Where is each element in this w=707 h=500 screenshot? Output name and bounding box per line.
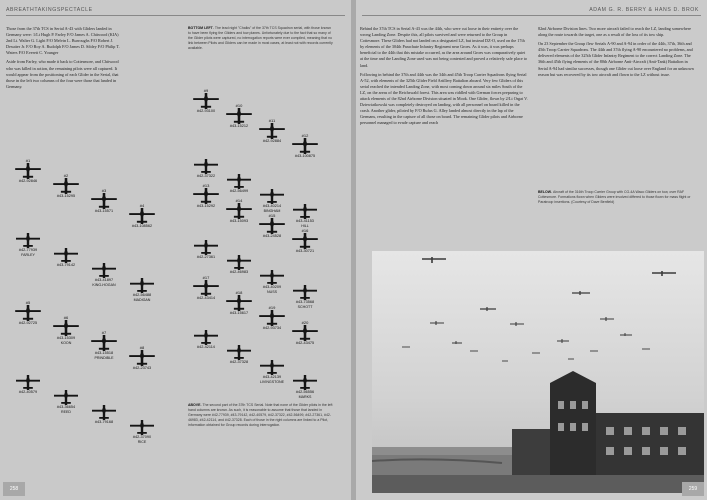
right-body-text-col2	[538, 26, 698, 81]
aircraft-serial: #43-15518	[94, 351, 114, 355]
caption-text: - The second part of the 37th TCS Serial. Note that none of the Glider pilots in the left hand columns are known. As such, it is reasonable to assume that those that landed in Germany were #42-77939, #43-79142, #42-40579, #42-37322, #42-56499, #42-27361, #42-46983, #42-42114, and #42-37328. Each of those in the right columns are linked to a Pilot, information obtained for Group records during interrogation.	[188, 403, 333, 427]
pilot-name: MADIGAN	[133, 297, 151, 302]
aircraft-silhouette-icon	[287, 325, 323, 341]
aircraft-silhouette-icon	[124, 278, 160, 293]
glider-aircraft-tow-formation_b-2	[86, 405, 122, 425]
body-paragraph: 82nd Airborne Division lines. Two more aircraft failed to reach the LZ, landing somewhere along the route towards the target, one as a result of the loss of its tow ship.	[538, 26, 692, 38]
aircraft-serial: #43-30721	[295, 249, 315, 253]
aircraft-silhouette-icon	[10, 305, 46, 321]
aircraft-serial: #42-43414	[196, 296, 216, 300]
glider-aircraft-n13	[188, 183, 224, 209]
aircraft-silhouette-icon	[10, 375, 46, 390]
header-rule	[362, 15, 701, 16]
aircraft-serial: #42-92725	[18, 321, 38, 325]
aircraft-silhouette-icon	[48, 178, 84, 194]
glider-aircraft-tow-formation_c-3	[287, 204, 323, 228]
aircraft-chalk-number: #9	[203, 88, 209, 93]
aircraft-silhouette-icon	[221, 108, 257, 124]
aircraft-silhouette-icon	[48, 248, 84, 263]
glider-aircraft-tow-formation_a-2	[86, 263, 122, 287]
aircraft-chalk-number: #17	[202, 275, 210, 280]
caption-label: BOTTOM LEFT	[188, 26, 213, 30]
aircraft-silhouette-icon	[188, 330, 224, 345]
body-paragraph: Aside from Farley, who made it back to Cottesmore, and Chitwood who was killed in action, the remaining pilots were all captured. It would appear from the positioning of each Glider in the Serial, that those in the left two columns of the four were those that landed in Germany.	[6, 59, 119, 89]
aircraft-silhouette-icon	[48, 320, 84, 336]
aircraft-silhouette-icon	[188, 280, 224, 296]
left-page	[0, 0, 351, 500]
pilot-name: BINGHAM	[263, 208, 281, 213]
right-body-text-col1	[360, 26, 528, 130]
aircraft-serial: #43-15309	[56, 336, 76, 340]
archive-photo	[372, 251, 704, 493]
aircraft-silhouette-icon	[254, 360, 290, 375]
aircraft-silhouette-icon	[287, 285, 323, 300]
glider-aircraft-tow-formation_e-1	[221, 345, 257, 365]
glider-aircraft-n11	[254, 118, 290, 144]
aircraft-serial: #43-79142	[56, 263, 76, 267]
glider-aircraft-tow-formation_a-0	[10, 233, 46, 257]
glider-aircraft-tow-formation_a-3	[124, 278, 160, 302]
aircraft-serial: #43-15093	[229, 219, 249, 223]
aircraft-silhouette-icon	[287, 204, 323, 219]
glider-aircraft-n6	[48, 315, 84, 345]
glider-aircraft-n19	[254, 305, 290, 331]
aircraft-serial: #43-79168	[94, 420, 114, 424]
glider-aircraft-n5	[10, 300, 46, 326]
pilot-name: PRINDIBLE	[94, 355, 114, 360]
glider-aircraft-n15	[254, 213, 290, 239]
aircraft-serial: #43-15292	[196, 204, 216, 208]
pilot-name: KOON	[60, 340, 72, 345]
pilot-name: MARKS	[298, 394, 312, 399]
glider-aircraft-tow-formation_d-0	[188, 240, 224, 260]
aircraft-chalk-number: #15	[268, 213, 276, 218]
aircraft-serial: #43-100875	[294, 154, 316, 158]
pilot-name: KING-HOGAN	[92, 282, 116, 287]
aircraft-chalk-number: #12	[301, 133, 309, 138]
photo-illustration	[372, 251, 704, 493]
caption-text: - The lead night "Chalks" of the 37th TCS Squadron serial, with those known to have been flying the Gliders and tow planes. Unfortunately due to the fact that so many of the Glider pilots were captured, no interrogation reports were ever compiled, meaning that no link between Pilots and Gliders can be made in most cases, at least not with records currently available.	[188, 26, 333, 50]
aircraft-silhouette-icon	[188, 159, 224, 174]
glider-aircraft-tow-formation_c-2	[254, 189, 290, 213]
aircraft-serial: #43-73568	[295, 300, 315, 304]
aircraft-silhouette-icon	[254, 270, 290, 285]
pilot-name: SCHOTT	[297, 304, 313, 309]
pilot-name: HILL	[301, 223, 309, 228]
glider-aircraft-tow-formation_b-1	[48, 390, 84, 414]
aircraft-serial: #42-56499	[229, 189, 249, 193]
glider-aircraft-tow-formation_b-3	[124, 420, 160, 444]
aircraft-serial: #42-42114	[197, 345, 215, 349]
pilot-name: REED	[61, 409, 71, 414]
header-rule	[6, 15, 345, 16]
pilot-name: RICE	[137, 439, 147, 444]
aircraft-silhouette-icon	[188, 93, 224, 109]
pilot-name: NUSS	[267, 289, 277, 294]
glider-aircraft-n12	[287, 133, 323, 159]
aircraft-silhouette-icon	[188, 188, 224, 204]
aircraft-silhouette-icon	[124, 350, 160, 366]
aircraft-silhouette-icon	[254, 218, 290, 234]
glider-aircraft-n20	[287, 320, 323, 346]
aircraft-serial: #42-93734	[262, 326, 282, 330]
glider-aircraft-tow-formation_e-0	[188, 330, 224, 350]
left-body-text	[6, 26, 124, 93]
aircraft-silhouette-icon	[10, 163, 46, 179]
aircraft-chalk-number: #5	[25, 300, 31, 305]
aircraft-serial: #42-37090	[132, 435, 152, 439]
glider-aircraft-n3	[86, 188, 122, 214]
aircraft-serial: #42-40579	[18, 390, 38, 394]
aircraft-serial: #43-24528	[262, 234, 282, 238]
aircraft-chalk-number: #8	[139, 345, 145, 350]
aircraft-chalk-number: #13	[202, 183, 210, 188]
glider-aircraft-n16	[287, 228, 323, 254]
aircraft-silhouette-icon	[254, 310, 290, 326]
aircraft-silhouette-icon	[254, 189, 290, 204]
aircraft-serial: #42-27361	[196, 255, 216, 259]
page-number-left: 258	[3, 482, 25, 496]
aircraft-silhouette-icon	[221, 203, 257, 219]
glider-aircraft-tow-formation_e-2	[254, 360, 290, 384]
aircraft-silhouette-icon	[287, 138, 323, 154]
glider-aircraft-n1	[10, 158, 46, 184]
aircraft-chalk-number: #20	[301, 320, 309, 325]
glider-aircraft-n9	[188, 88, 224, 114]
body-paragraph: On 23 September the Group flew Serials A-90 and A-94 in order of the 44th, 37th, 36th and 45th Troop Carrier Squadrons. The 44th and 37th flying A-90 encountered no problems, and delivered elements of the 325th Glider Infantry Regiment to the correct Landing Zone. The 36th and 45th flying elements of the 80th Airborne Anti-Aircraft (Anti-Tank) Battalion in Serial A-94 had similar successes, though one Glider cut loose over England for an unknown reason but was recovered by its tow aircraft and flown to the LZ without issue.	[538, 41, 694, 77]
aircraft-serial: #43-15571	[94, 209, 114, 213]
aircraft-serial: #43-41897	[94, 278, 114, 282]
aircraft-chalk-number: #19	[268, 305, 276, 310]
running-head-right: ADAM G. R. BERRY & HANS D. BROK	[589, 7, 699, 13]
aircraft-silhouette-icon	[254, 123, 290, 139]
aircraft-serial: #43-36654	[56, 405, 76, 409]
aircraft-serial: #43-42139	[262, 375, 282, 379]
aircraft-serial: #42-37322	[196, 174, 216, 178]
aircraft-chalk-number: #14	[235, 198, 243, 203]
aircraft-chalk-number: #3	[101, 188, 107, 193]
running-head-left: ABREATHTAKINGSPECTACLE	[6, 7, 93, 13]
aircraft-serial: #43-41153	[296, 219, 314, 223]
aircraft-chalk-number: #6	[63, 315, 69, 320]
glider-aircraft-n10	[221, 103, 257, 129]
glider-aircraft-n8	[124, 345, 160, 371]
bottom-left-caption	[188, 26, 334, 51]
aircraft-serial: #43-40209	[262, 285, 282, 289]
body-paragraph: Those from the 37th TCS in Serial A-43 with Gliders landed in Germany were: 1/Lt Hugh P. Farley F/O James A. Chitwood (KIA) 2nd Lt. Walter G. Light F/O Melvin L. Burroughs F/O Robert J. Desutter Jr. F/O Roy A. Rudolph F/O James D. Sibley F/O Philip T. Waters F/O Everett C. Younger	[6, 26, 120, 56]
aircraft-serial: #42-77939	[18, 248, 38, 252]
glider-aircraft-n7	[86, 330, 122, 360]
aircraft-serial: #43-15295	[56, 194, 76, 198]
aircraft-silhouette-icon	[86, 335, 122, 351]
aircraft-serial: #42-23743	[132, 366, 152, 370]
aircraft-serial: #42-92884	[262, 139, 282, 143]
aircraft-silhouette-icon	[10, 233, 46, 248]
aircraft-serial: #43-15212	[229, 124, 249, 128]
glider-aircraft-tow-formation_c-1	[221, 174, 257, 194]
aircraft-serial: #42-93100	[196, 109, 216, 113]
glider-aircraft-n14	[221, 198, 257, 224]
glider-aircraft-tow-formation_a-1	[48, 248, 84, 268]
glider-aircraft-n17	[188, 275, 224, 301]
glider-aircraft-tow-formation_c-0	[188, 159, 224, 179]
aircraft-chalk-number: #11	[268, 118, 276, 123]
aircraft-serial: #42-92846	[18, 179, 38, 183]
aircraft-serial: #43-108562	[131, 224, 153, 228]
aircraft-serial: #42-46983	[229, 270, 249, 274]
aircraft-silhouette-icon	[48, 390, 84, 405]
aircraft-silhouette-icon	[86, 193, 122, 209]
aircraft-chalk-number: #1	[25, 158, 31, 163]
page-number-right: 259	[682, 482, 704, 496]
glider-aircraft-n4	[124, 203, 160, 229]
caption-label: ABOVE	[188, 403, 201, 407]
aircraft-chalk-number: #7	[101, 330, 107, 335]
glider-aircraft-tow-formation_d-3	[287, 285, 323, 309]
body-paragraph: Following in behind the 37th and 44th was the 34th and 45th Troop Carrier Squadrons flying Serial A-52, with elements of the 325th Glider Field Artillery Battalion aboard. Very few Gliders of this serial reached the intended Landing Zone, with most coming down around six miles South of the LZ, on the areas of the Reichswald forest. This area was riddled with German forces preparing to attack elements of the 82nd Airborne Division situated in Mook. One Glider, flown by 2/Lt Orgat V. Dziewiatkowski was completely destroyed on landing, with all personnel on board killed in the crash. Another glider, piloted by F/O Rufus G. Alley landed almost directly in the lap of the Germans, resulting in the capture of all those on board. The remaining Glider pilots and Airborne personnel managed to evade capture and reach	[360, 71, 528, 126]
aircraft-silhouette-icon	[221, 174, 257, 189]
above-caption	[188, 403, 334, 428]
glider-aircraft-n18	[221, 290, 257, 316]
aircraft-serial: #42-56556	[295, 390, 315, 394]
aircraft-chalk-number: #10	[235, 103, 243, 108]
caption-label: BELOW	[538, 190, 552, 194]
aircraft-silhouette-icon	[124, 420, 160, 435]
glider-aircraft-tow-formation_e-3	[287, 375, 323, 399]
aircraft-silhouette-icon	[124, 208, 160, 224]
glider-aircraft-tow-formation_b-0	[10, 375, 46, 395]
glider-aircraft-n2	[48, 173, 84, 199]
aircraft-silhouette-icon	[86, 263, 122, 278]
aircraft-serial: #43-15617	[229, 311, 249, 315]
aircraft-serial: #42-56488	[132, 293, 152, 297]
aircraft-serial: #43-40214	[262, 204, 282, 208]
aircraft-silhouette-icon	[221, 255, 257, 270]
glider-aircraft-tow-formation_d-2	[254, 270, 290, 294]
aircraft-serial: #42-37328	[229, 360, 249, 364]
aircraft-chalk-number: #16	[301, 228, 309, 233]
aircraft-chalk-number: #18	[235, 290, 243, 295]
aircraft-silhouette-icon	[221, 295, 257, 311]
photo-caption	[538, 190, 698, 205]
aircraft-silhouette-icon	[287, 375, 323, 390]
aircraft-silhouette-icon	[188, 240, 224, 255]
aircraft-silhouette-icon	[221, 345, 257, 360]
pilot-name: LIVINGSTONE	[259, 379, 285, 384]
aircraft-chalk-number: #2	[63, 173, 69, 178]
body-paragraph: Behind the 37th TCS in Serial A-43 was the 44th, who were cut loose in their entirety over the wrong Landing Zone. Despite this, all pilots survived and were returned to the Group in Cottesmore. These Gliders had not landed on a designated LZ, but instead DZ-O, used on the 17th by elements of the 304th Parachute Infantry Regiment near Groes. As it was, it was perhaps beneficial to the 44th that this mistake occurred, as the area around Groes was comparatively quiet at the time and the Landing Zone used was not being contested and proved a relatively safe place to land.	[360, 26, 527, 68]
glider-aircraft-tow-formation_d-1	[221, 255, 257, 275]
aircraft-silhouette-icon	[287, 233, 323, 249]
caption-text: - Aircraft of the 316th Troop Carrier Group with CG-4A Waco Gliders on tow, over RAF Cottesmore. Formations flown when Gliders were involved differed to those flown for mass flight or Paratroop insertions. (Courtesy of Dave Benfield)	[538, 190, 691, 204]
pilot-name: FARLEY	[21, 252, 35, 257]
aircraft-chalk-number: #4	[139, 203, 145, 208]
right-page	[356, 0, 707, 500]
aircraft-serial: #42-43475	[295, 341, 315, 345]
aircraft-silhouette-icon	[86, 405, 122, 420]
